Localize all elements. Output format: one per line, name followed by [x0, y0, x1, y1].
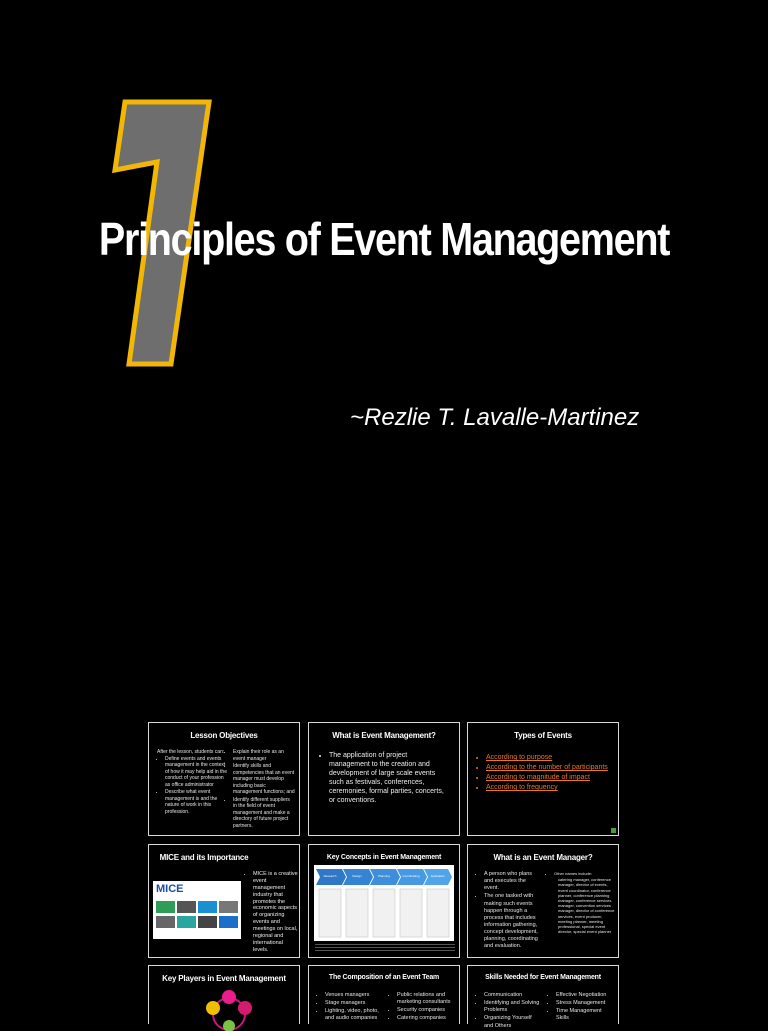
stage-label: Design — [352, 874, 362, 878]
type-link[interactable]: • According to purpose — [486, 753, 614, 762]
list-item: • Time Management Skills — [556, 1008, 614, 1022]
list-item: • A person who plans and executes the event. — [484, 871, 542, 892]
list-item: • Public relations and marketing consultants — [397, 992, 455, 1006]
slide-title: Key Players in Event Management — [162, 974, 286, 983]
list-item: • Identifying and Solving Problems — [484, 1000, 542, 1014]
stage-label: Coordinating — [402, 874, 420, 878]
list-item: • Catering companies — [397, 1015, 455, 1022]
type-link[interactable]: • According to frequency — [486, 783, 614, 792]
slide-title: What is an Event Manager? — [493, 853, 593, 862]
list-item: • Organizing Yourself and Others — [484, 1015, 542, 1029]
author-name: ~Rezlie T. Lavalle-Martinez — [350, 404, 640, 431]
lesson-intro: After the lesson, students can: — [157, 749, 225, 755]
slide-title: MICE and its Importance — [159, 853, 249, 862]
skills-right — [548, 992, 614, 1024]
slide-thumbnail-key-players[interactable] — [148, 965, 300, 1024]
slide-title: What is Event Management? — [332, 731, 436, 740]
event-manager-right — [546, 871, 616, 934]
slide-indicator — [611, 828, 616, 833]
slide-thumbnail-skills-needed[interactable] — [467, 965, 619, 1029]
slide-body — [247, 871, 299, 954]
list-item: • Identify skills and competencies that an event manager must develop including basic management functions; and — [233, 763, 295, 796]
slide-thumbnail-types-of-events[interactable] — [467, 722, 619, 836]
list-item: • Venues managers — [325, 992, 383, 999]
list-item: • The one tasked with making such events happen through a process that includes information gathering, concept development, planning, coordinating and evaluation. — [484, 893, 542, 950]
mice-tile — [198, 916, 217, 928]
list-item: • Stress Management — [556, 1000, 614, 1007]
list-item: • The application of project management to the creation and development of large scale events such as festivals, conferences, ceremonies, formal parties, concerts, or conventions. — [329, 751, 449, 806]
footnote-lines — [315, 944, 455, 954]
event-team-right — [389, 992, 455, 1024]
mice-tile — [198, 901, 217, 913]
slide-title: Skills Needed for Event Management — [485, 974, 601, 981]
slide-title: Lesson Objectives — [190, 731, 258, 740]
other-names: catering manager, conference manager, director of events, event coordinator, conference planner, conference planning manager, conference services manager, convention services manager, director of conference services, event producer, meeting planner, meeting professional, special event director, special event planner — [558, 877, 615, 935]
mice-tile — [177, 916, 196, 928]
type-link[interactable]: • According to magnitude of impact — [486, 773, 614, 782]
slide-title: Key Concepts in Event Management — [326, 854, 442, 861]
lesson-objectives-left — [157, 749, 227, 816]
key-players-diagram — [189, 986, 269, 1026]
slide-thumbnail-mice[interactable] — [148, 844, 300, 958]
slide-body — [319, 751, 449, 806]
list-item: • Identify different suppliers in the field of event management and make a directory of future project partners. — [233, 797, 295, 830]
slide-thumbnail-event-team[interactable] — [308, 965, 460, 1024]
slide-title: The Composition of an Event Team — [328, 974, 440, 981]
slide-title: Types of Events — [514, 731, 572, 740]
mice-tile — [156, 916, 175, 928]
mice-logo-text: MICE — [156, 883, 184, 895]
list-item: • MICE is a creative event management industry that promotes the economic aspects of organizing events and meetings on local, regional and international levels. — [253, 871, 299, 954]
list-item: • Describe what event management is and the nature of work in this profession. — [165, 789, 227, 815]
slide-thumbnail-key-concepts[interactable] — [308, 844, 460, 958]
mice-tile — [177, 901, 196, 913]
stage-label: Research — [323, 874, 337, 878]
mice-tile — [156, 901, 175, 913]
process-diagram — [314, 865, 454, 941]
mice-tile — [219, 916, 238, 928]
list-item: • Lighting, video, photo, and audio companies — [325, 1008, 383, 1022]
mice-tile — [219, 901, 238, 913]
list-item: • Communication — [484, 992, 542, 999]
list-item: • Define events and events management in the context of how it may help aid in the conduct of your profession as office administrator — [165, 756, 227, 789]
slide-thumbnail-event-manager[interactable] — [467, 844, 619, 958]
slide-thumbnail-what-is-event-management[interactable] — [308, 722, 460, 836]
list-item: • Explain their role as an event manager — [233, 749, 295, 762]
list-item: • Effective Negotiation — [556, 992, 614, 999]
mice-diagram-image — [153, 881, 241, 939]
list-item: • Other names include: — [554, 871, 616, 876]
event-manager-left — [476, 871, 542, 952]
list-item: • Security companies — [397, 1007, 455, 1014]
presentation-title: Principles of Event Management — [98, 213, 670, 265]
type-link[interactable]: • According to the number of participants — [486, 763, 614, 772]
event-team-left — [317, 992, 383, 1024]
stage-label: Planning — [378, 874, 390, 878]
slide-thumbnail-lesson-objectives[interactable] — [148, 722, 300, 836]
types-list — [480, 753, 614, 793]
stage-label: Evaluation — [430, 874, 445, 878]
list-item: • Stage managers — [325, 1000, 383, 1007]
lesson-objectives-right — [225, 749, 295, 830]
skills-left — [476, 992, 542, 1031]
